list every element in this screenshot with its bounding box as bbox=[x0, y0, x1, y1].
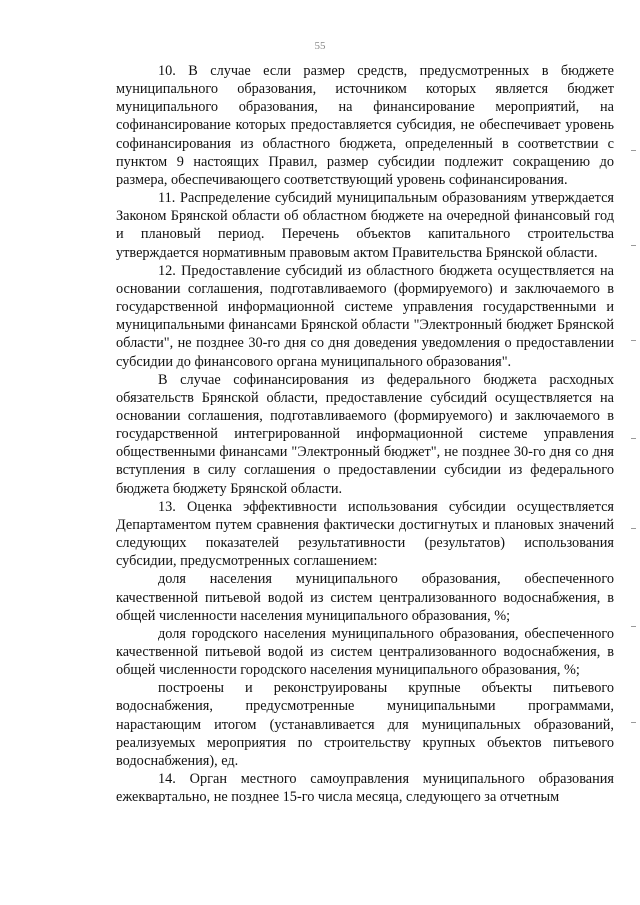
paragraph-12: 12. Предоставление субсидий из областного бюджета осуществляется на основании соглашения, подготавливаемого (формируемого) и заключаемого в государственной информационной системе управления государственными и муниципальными финансами Брянской области "Электронный бюджет Брянской области", не позднее 30-го дня со дня доведения уведомления о предоставлении субсидии до финансового органа муниципального образования". bbox=[116, 262, 614, 370]
margin-mark bbox=[631, 722, 636, 723]
margin-mark bbox=[631, 528, 636, 529]
paragraph-federal-cofinancing: В случае софинансирования из федерального бюджета расходных обязательств Брянской области, предоставление субсидий осуществляется на основании соглашения, подготавливаемого (формируемого) и заключаемого в государственной интегрированной информационной системе управления общественными финансами "Электронный бюджет", не позднее 30-го дня со дня вступления в силу соглашения о предоставлении субсидии из федерального бюджета бюджету Брянской области. bbox=[116, 371, 614, 497]
paragraph-10: 10. В случае если размер средств, предусмотренных в бюджете муниципального образования, источником которых является бюджет муниципального образования, на финансирование мероприятий, на софинансирование которых предоставляется субсидия, не обеспечивает уровень софинансирования из областного бюджета, определенный в соответствии с пунктом 9 настоящих Правил, размер субсидии подлежит сокращению до размера, обеспечивающего соответствующий уровень софинансирования. bbox=[116, 63, 614, 188]
paragraph-13: 13. Оценка эффективности использования субсидии осуществляется Департаментом путем сравнения фактически достигнутых и плановых значений следующих показателей результативности (результатов) использования субсидии, предусмотренных соглашением: bbox=[116, 498, 614, 570]
paragraph-11: 11. Распределение субсидий муниципальным образованиям утверждается Законом Брянской области об областном бюджете на очередной финансовый год и плановый период. Перечень объектов капитального строительства утверждается нормативным правовым актом Правительства Брянской области. bbox=[116, 190, 614, 261]
document-body bbox=[116, 62, 614, 806]
margin-mark bbox=[631, 438, 636, 439]
indicator-urban-population-share: доля городского населения муниципального образования, обеспеченного качественной питьевой водой из систем централизованного водоснабжения, в общей численности городского населения муниципального образования, %; bbox=[116, 625, 614, 679]
margin-mark bbox=[631, 245, 636, 246]
paragraph-14: 14. Орган местного самоуправления муниципального образования ежеквартально, не позднее 15-го числа месяца, следующего за отчетным bbox=[116, 771, 614, 806]
margin-mark bbox=[631, 626, 636, 627]
page-number: 55 bbox=[314, 40, 326, 52]
indicator-built-objects: построены и реконструированы крупные объекты питьевого водоснабжения, предусмотренные муниципальными программами, нарастающим итогом (устанавливается для муниципальных образований, реализуемых мероприятия по строительству крупных объектов питьевого водоснабжения), ед. bbox=[116, 680, 614, 769]
margin-mark bbox=[631, 150, 636, 151]
margin-mark bbox=[631, 340, 636, 341]
indicator-population-share: доля населения муниципального образования, обеспеченного качественной питьевой водой из систем централизованного водоснабжения, в общей численности населения муниципального образования, %; bbox=[116, 571, 614, 624]
